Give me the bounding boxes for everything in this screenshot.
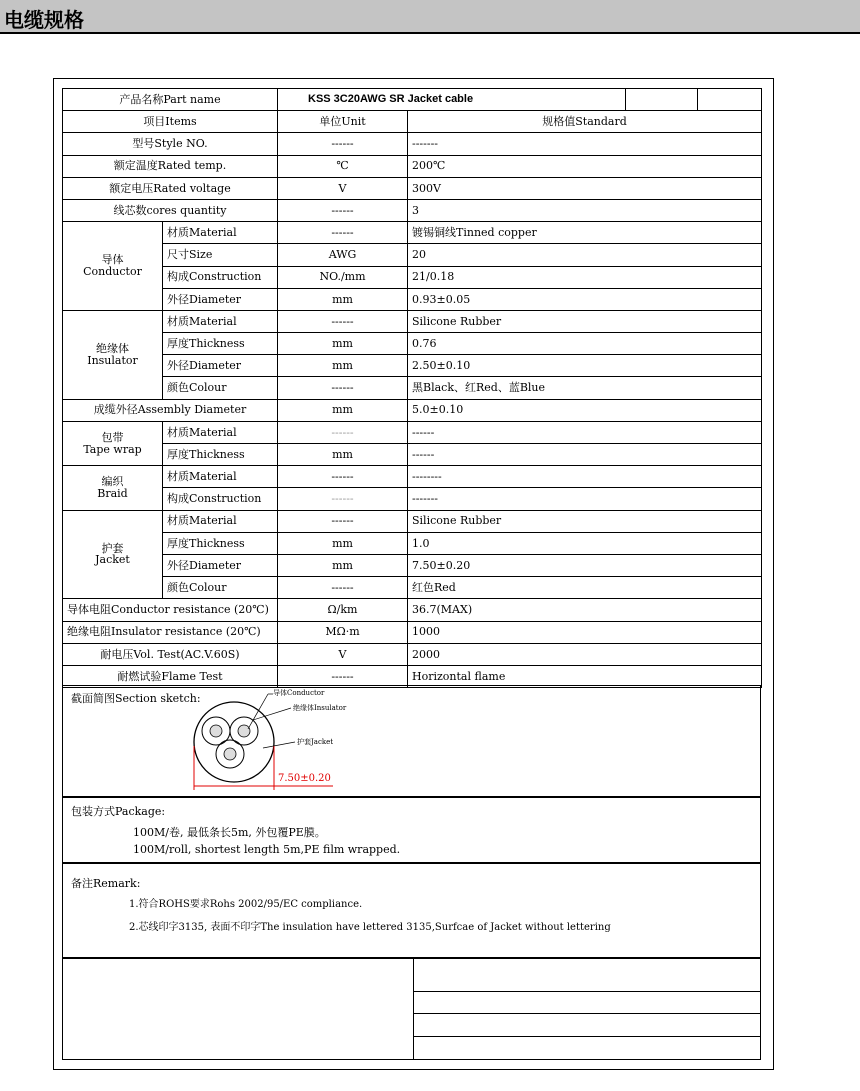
group-jacket [63, 510, 163, 599]
row-label: 额定电压Rated voltage [63, 177, 278, 199]
row-value: 1.0 [408, 532, 762, 554]
row-value: 0.93±0.05 [408, 288, 762, 310]
row-unit: mm [278, 355, 408, 377]
remark-title: 备注Remark: [71, 877, 141, 890]
group-label-en: Jacket [95, 553, 130, 567]
row-value: 5.0±0.10 [408, 399, 762, 421]
row-label: 厚度Thickness [163, 532, 278, 554]
row-value: 红色Red [408, 577, 762, 599]
row-value: 200℃ [408, 155, 762, 177]
row-label: 颜色Colour [163, 377, 278, 399]
table-row [63, 532, 762, 554]
row-unit: AWG [278, 244, 408, 266]
row-unit: mm [278, 333, 408, 355]
row-unit: V [278, 643, 408, 665]
page-header-bar [0, 0, 860, 34]
row-unit: ------ [278, 222, 408, 244]
row-value: Silicone Rubber [408, 510, 762, 532]
row-label: 构成Construction [163, 266, 278, 288]
row-value: Horizontal flame [408, 665, 762, 687]
row-label: 材质Material [163, 222, 278, 244]
row-unit: mm [278, 444, 408, 466]
dimension-label: 7.50±0.20 [278, 773, 331, 784]
table-row [63, 333, 762, 355]
group-label-cn: 包带 [101, 430, 124, 444]
table-row [63, 577, 762, 599]
row-unit: mm [278, 532, 408, 554]
table-row [63, 244, 762, 266]
row-label: 外径Diameter [163, 288, 278, 310]
conductor-callout: 导体Conductor [273, 689, 325, 697]
row-label: 构成Construction [163, 488, 278, 510]
remark-item-1: 1.符合ROHS要求Rohs 2002/95/EC compliance. [129, 899, 363, 910]
table-row [63, 199, 762, 221]
package-title: 包装方式Package: [71, 805, 166, 818]
grid-divider [413, 1036, 760, 1037]
items-header: 项目Items [63, 111, 278, 133]
table-row [63, 599, 762, 621]
conductor-core-1 [210, 725, 222, 737]
row-label: 额定温度Rated temp. [63, 155, 278, 177]
row-unit: ------ [278, 577, 408, 599]
row-label: 材质Material [163, 310, 278, 332]
row-unit: ------ [278, 421, 408, 443]
row-unit: ------ [278, 510, 408, 532]
table-row [63, 310, 762, 332]
remark-box [62, 863, 761, 958]
grid-divider [413, 991, 760, 992]
page-title: 电缆规格 [4, 8, 84, 32]
group-label-cn: 绝缘体 [96, 342, 129, 356]
group-label-en: Conductor [83, 265, 142, 278]
group-label-en: Tape wrap [83, 442, 142, 456]
table-row [63, 288, 762, 310]
row-unit: mm [278, 288, 408, 310]
conductor-core-3 [224, 748, 236, 760]
row-label: 绝缘电阻Insulator resistance (20℃) [63, 621, 278, 643]
row-unit: ------ [278, 199, 408, 221]
row-unit: mm [278, 399, 408, 421]
section-sketch-box [62, 685, 761, 797]
row-unit: ------ [278, 377, 408, 399]
row-unit: mm [278, 554, 408, 576]
jacket-callout: 护套Jacket [297, 738, 334, 746]
row-value: 黑Black、红Red、蓝Blue [408, 377, 762, 399]
row-label: 线芯数cores quantity [63, 199, 278, 221]
package-line-en: 100M/roll, shortest length 5m,PE film wrapped. [133, 843, 401, 856]
row-unit: MΩ·m [278, 621, 408, 643]
row-label: 材质Material [163, 510, 278, 532]
leader-line [248, 694, 268, 729]
row-label: 成缆外径Assembly Diameter [63, 399, 278, 421]
table-row [63, 133, 762, 155]
group-tape-wrap [63, 421, 163, 465]
grid-divider [413, 959, 414, 1059]
row-unit: V [278, 177, 408, 199]
leader-line [263, 742, 295, 748]
part-name-label: 产品名称Part name [63, 89, 278, 111]
group-label-cn: 护套 [101, 541, 124, 555]
table-row [63, 444, 762, 466]
grid-divider [413, 1013, 760, 1014]
table-row [63, 155, 762, 177]
row-unit: ------ [278, 488, 408, 510]
conductor-core-2 [238, 725, 250, 737]
table-row [63, 355, 762, 377]
row-label: 导体电阻Conductor resistance (20℃) [63, 599, 278, 621]
row-label: 型号Style NO. [63, 133, 278, 155]
row-value: 7.50±0.20 [408, 554, 762, 576]
row-value: 300V [408, 177, 762, 199]
remark-item-2: 2.芯线印字3135, 表面不印字The insulation have lettered 3135,Surfcae of Jacket without lettering [129, 922, 611, 933]
group-insulator [63, 310, 163, 399]
row-value: 3 [408, 199, 762, 221]
standard-header: 规格值Standard [408, 111, 762, 133]
spec-table [62, 88, 762, 688]
table-row [63, 510, 762, 532]
jacket-outline [194, 702, 274, 782]
row-label: 颜色Colour [163, 577, 278, 599]
row-value: ------- [408, 488, 762, 510]
row-label: 耐燃试验Flame Test [63, 665, 278, 687]
row-value: ------ [408, 444, 762, 466]
group-label-cn: 编织 [101, 475, 124, 489]
package-box [62, 797, 761, 863]
row-value: 1000 [408, 621, 762, 643]
row-value: 0.76 [408, 333, 762, 355]
row-unit: NO./mm [278, 266, 408, 288]
unit-header: 单位Unit [278, 111, 408, 133]
group-label-en: Braid [97, 486, 128, 500]
row-unit: ------ [278, 466, 408, 488]
row-label: 尺寸Size [163, 244, 278, 266]
row-label: 厚度Thickness [163, 333, 278, 355]
row-value: 镀锡铜线Tinned copper [408, 222, 762, 244]
insulator-callout: 绝缘体Insulator [293, 704, 347, 712]
row-value: 21/0.18 [408, 266, 762, 288]
table-row [63, 399, 762, 421]
sketch-title: 截面简图Section sketch: [71, 692, 201, 705]
row-label: 材质Material [163, 466, 278, 488]
table-row [63, 643, 762, 665]
row-value: ------- [408, 133, 762, 155]
row-value: -------- [408, 466, 762, 488]
row-value: 2.50±0.10 [408, 355, 762, 377]
table-row [63, 621, 762, 643]
row-unit: ------ [278, 310, 408, 332]
row-value: 36.7(MAX) [408, 599, 762, 621]
row-label: 外径Diameter [163, 355, 278, 377]
blank-cell [698, 89, 762, 111]
table-row [63, 488, 762, 510]
row-label: 耐电压Vol. Test(AC.V.60S) [63, 643, 278, 665]
table-row [63, 466, 762, 488]
table-row [63, 111, 762, 133]
row-unit: ------ [278, 665, 408, 687]
table-row [63, 177, 762, 199]
part-name-value: KSS 3C20AWG SR Jacket cable [278, 89, 626, 111]
row-label: 厚度Thickness [163, 444, 278, 466]
row-label: 材质Material [163, 421, 278, 443]
package-line-cn: 100M/卷, 最低条长5m, 外包覆PE膜。 [133, 826, 326, 839]
row-unit: ------ [278, 133, 408, 155]
blank-cell [626, 89, 698, 111]
table-row [63, 89, 762, 111]
group-label-cn: 导体 [101, 253, 124, 267]
table-row [63, 554, 762, 576]
row-value: ------ [408, 421, 762, 443]
row-value: 2000 [408, 643, 762, 665]
table-row [63, 266, 762, 288]
row-value: 20 [408, 244, 762, 266]
group-braid [63, 466, 163, 510]
table-row [63, 377, 762, 399]
cable-cross-section-diagram [63, 686, 762, 798]
row-unit: ℃ [278, 155, 408, 177]
group-label-en: Insulator [87, 353, 138, 367]
row-unit: Ω/km [278, 599, 408, 621]
row-value: Silicone Rubber [408, 310, 762, 332]
signature-area [62, 958, 761, 1060]
group-conductor [63, 222, 163, 311]
row-label: 外径Diameter [163, 554, 278, 576]
table-row [63, 222, 762, 244]
table-row [63, 421, 762, 443]
